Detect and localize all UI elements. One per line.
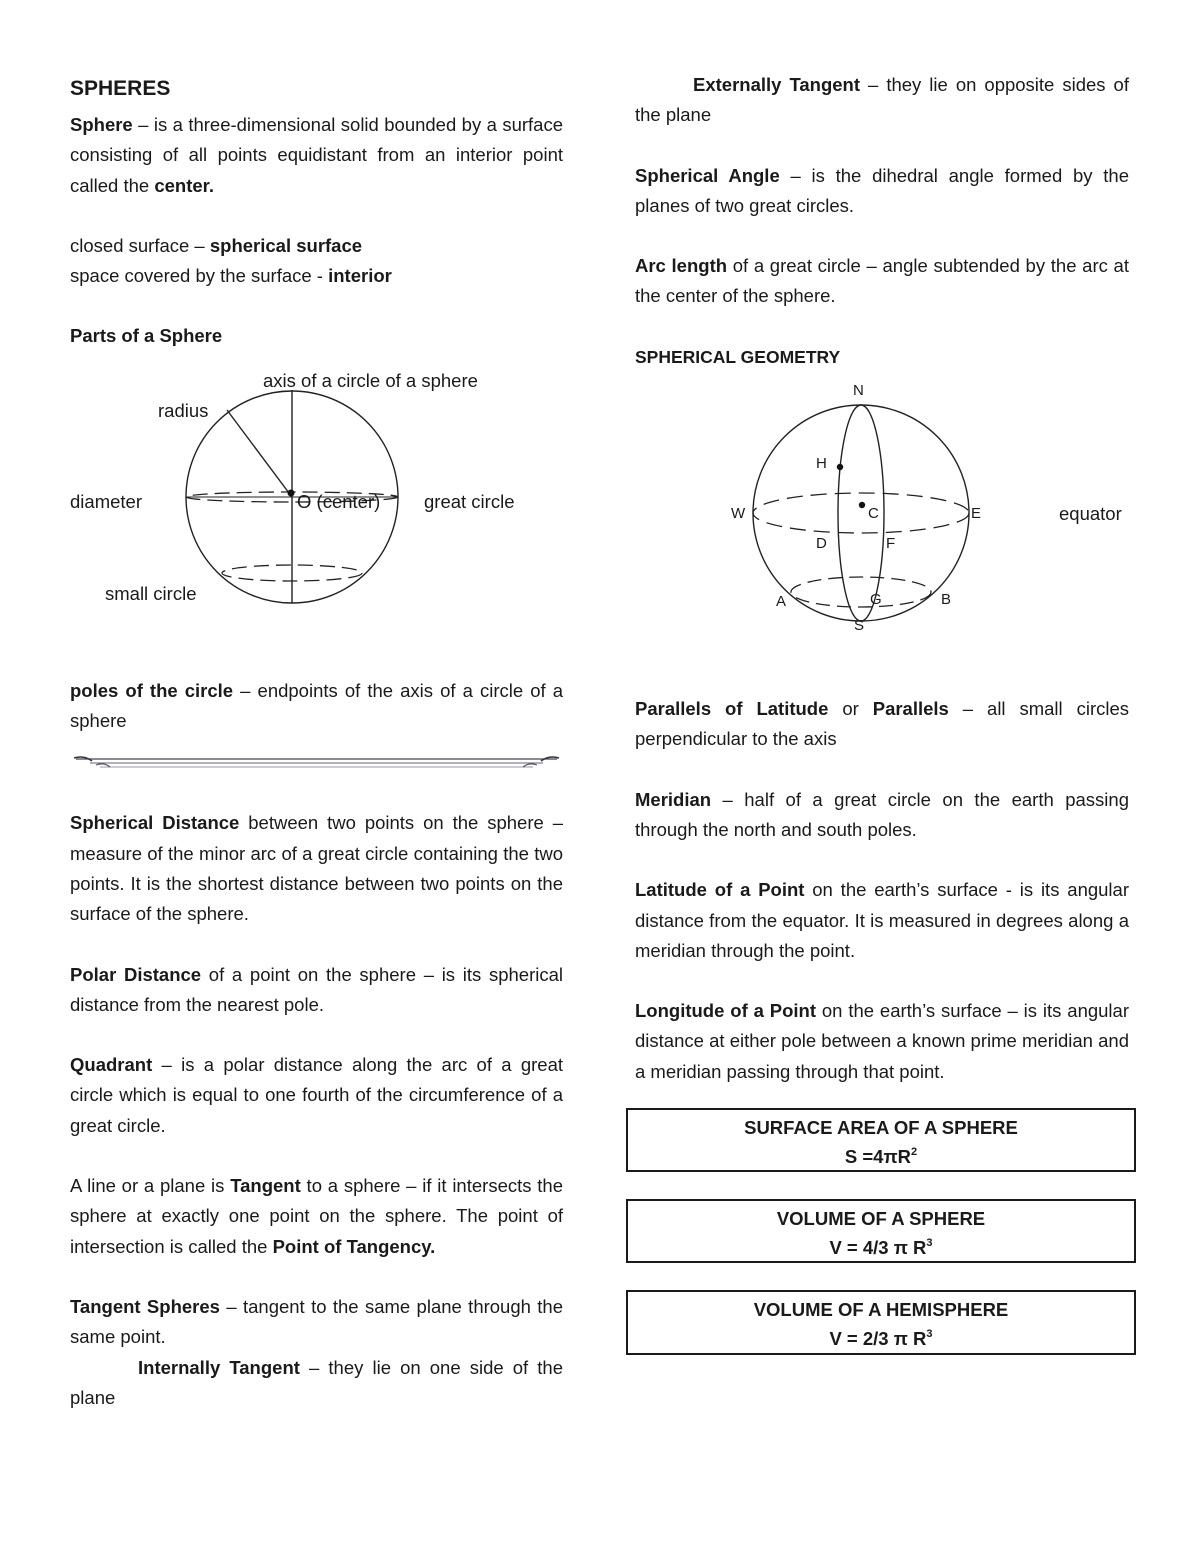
polar-distance-definition: Polar Distance of a point on the sphere – is its spherical distance from the nearest pole. (70, 963, 563, 1015)
parts-heading: Parts of a Sphere (70, 325, 223, 347)
label-h: H (816, 455, 827, 473)
equator-label: equator (1059, 503, 1122, 525)
center-label: O (center) (297, 490, 381, 512)
volume-sphere-formula: V = 4/3 π $R^3$ (829, 1237, 933, 1258)
label-c: C (868, 505, 879, 523)
axis-label: axis of a circle of a sphere (263, 369, 478, 391)
surface-area-title: SURFACE AREA OF A SPHERE (744, 1117, 1018, 1138)
surface-area-formula: $S =4\pi R^2$ (844, 1146, 918, 1167)
arc-length-definition: Arc length of a great circle – angle subtended by the arc at the center of the sphere. (635, 255, 1129, 307)
decorative-divider (70, 746, 563, 786)
externally-tangent-definition: Externally Tangent – they lie on opposite sides of the plane (635, 74, 1129, 126)
label-s: S (854, 617, 865, 635)
point-c (859, 502, 865, 508)
surface-area-box (626, 1108, 1136, 1172)
radius-label: radius (158, 399, 209, 421)
sphere-parts-diagram (70, 352, 563, 670)
label-n: N (853, 382, 864, 400)
tangent-definition: A line or a plane is Tangent to a sphere – if it intersects the sphere at exactly one point on the sphere. The point of intersection is called the Point of Tangency. (70, 1175, 563, 1257)
parallel-ellipse (791, 577, 931, 607)
label-b: B (941, 591, 952, 609)
space-covered-line: space covered by the surface - interior (70, 265, 392, 287)
great-circle-label: great circle (424, 490, 515, 512)
spherical-angle-definition: Spherical Angle – is the dihedral angle formed by the planes of two great circles. (635, 164, 1129, 216)
spherical-distance-definition: Spherical Distance between two points on the sphere – measure of the minor arc of a great circle containing the two points. It is the shortest distance between two points on the surface of the sphere. (70, 812, 563, 925)
quadrant-definition: Quadrant – is a polar distance along the arc of a great circle which is equal to one fourth of the circumference of a great circle. (70, 1054, 563, 1136)
diameter-label: diameter (70, 490, 142, 512)
longitude-definition: Longitude of a Point on the earth’s surface – is its angular distance at either pole between a known prime meridian and a meridian passing through that point. (635, 1000, 1129, 1082)
label-f: F (886, 535, 896, 553)
tangent-spheres-definition: Tangent Spheres – tangent to the same plane through the same point. (70, 1295, 564, 1348)
latitude-definition: Latitude of a Point on the earth’s surface - is its angular distance from the equator. It is measured in degrees along a meridian through the point. (635, 879, 1129, 961)
sphere-term: Sphere (70, 114, 133, 135)
poles-definition: poles of the circle – endpoints of the axis of a circle of a sphere (70, 679, 563, 732)
volume-sphere-box (626, 1199, 1136, 1263)
internally-tangent-definition: Internally Tangent – they lie on one side of the plane (70, 1356, 563, 1408)
volume-hemisphere-formula: V = 2/3 π $R^3$ (829, 1328, 933, 1349)
small-circle-label: small circle (105, 582, 197, 604)
sphere-definition: Sphere – is a three-dimensional solid bounded by a surface consisting of all points equidistant from an interior point called the center. (70, 114, 563, 196)
left-column (70, 68, 563, 1413)
equator-ellipse (753, 493, 969, 533)
volume-hemisphere-title: VOLUME OF A HEMISPHERE (753, 1299, 1009, 1320)
meridian-definition: Meridian – half of a great circle on the earth passing through the north and south poles. (635, 788, 1129, 840)
label-w: W (731, 505, 746, 523)
page-title: SPHERES (70, 77, 171, 100)
label-a: A (776, 593, 787, 611)
label-g: G (870, 591, 882, 609)
closed-surface-line: closed surface – spherical surface (70, 234, 363, 256)
label-e: E (971, 505, 982, 523)
spherical-geometry-diagram (635, 372, 1129, 690)
right-column (635, 70, 1129, 1087)
center-point (288, 489, 295, 496)
spherical-geometry-svg (635, 372, 1129, 690)
globe-outline (753, 405, 969, 621)
volume-sphere-title: VOLUME OF A SPHERE (776, 1208, 986, 1229)
parallels-definition: Parallels of Latitude or Parallels – all small circles perpendicular to the axis (635, 698, 1130, 750)
radius-line (227, 410, 289, 493)
label-d: D (816, 535, 827, 553)
spherical-geometry-heading: SPHERICAL GEOMETRY (635, 346, 841, 367)
volume-hemisphere-box (626, 1290, 1136, 1355)
point-h (837, 464, 843, 470)
